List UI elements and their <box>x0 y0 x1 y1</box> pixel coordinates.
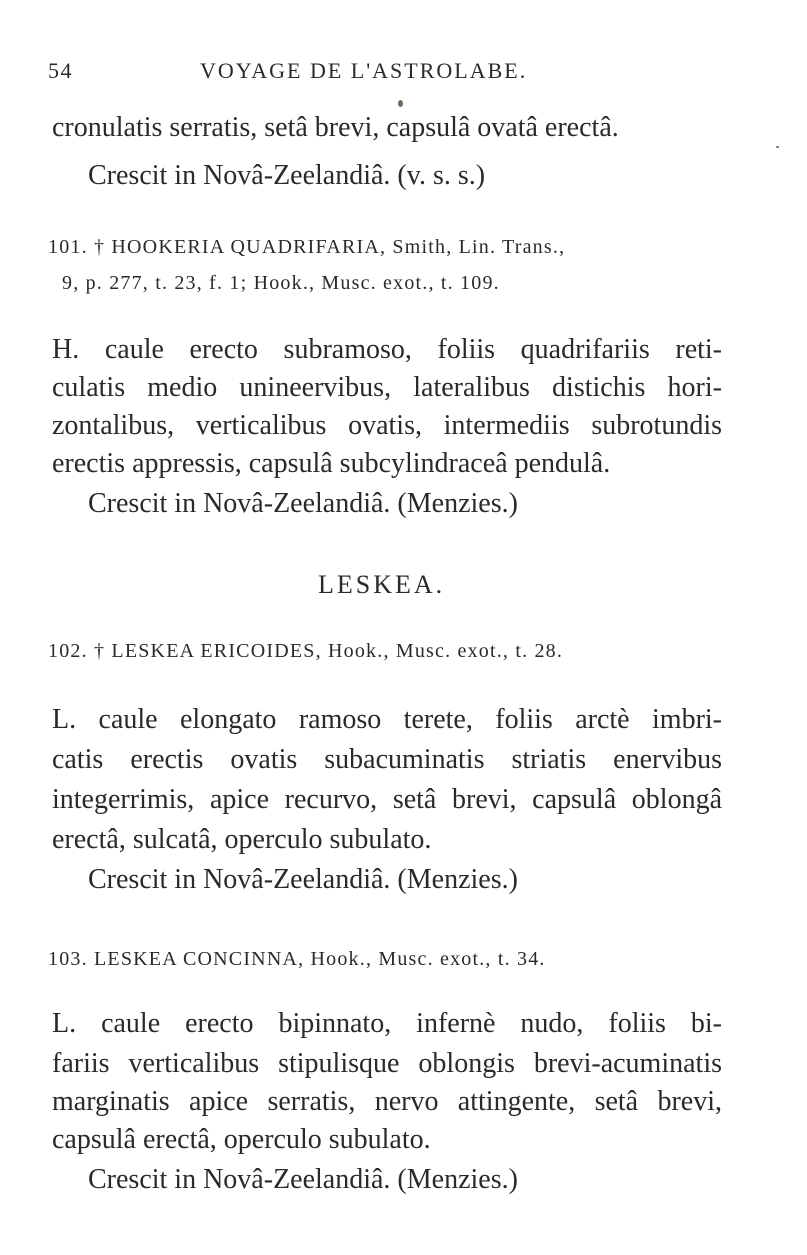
entry-heading: 101. † HOOKERIA QUADRIFARIA, Smith, Lin. Trans., <box>48 236 566 258</box>
page-header <box>48 58 748 88</box>
text-line: cronulatis serratis, setâ brevi, capsulâ ovatâ erectâ. <box>52 112 619 143</box>
entry-heading-continued: 9, p. 277, t. 23, f. 1; Hook., Musc. exot., t. 109. <box>62 272 500 294</box>
habitat-line: Crescit in Novâ-Zeelandiâ. (v. s. s.) <box>88 160 486 191</box>
text-line: integerrimis, apice recurvo, setâ brevi, capsulâ oblongâ <box>52 784 722 815</box>
section-heading: LESKEA. <box>318 570 446 599</box>
text-line: L. caule elongato ramoso terete, foliis arctè imbri- <box>52 704 722 735</box>
text-line: zontalibus, verticalibus ovatis, intermediis subrotundis <box>52 410 722 441</box>
habitat-line: Crescit in Novâ-Zeelandiâ. (Menzies.) <box>88 864 518 895</box>
text-line: L. caule erecto bipinnato, infernè nudo, foliis bi- <box>52 1008 722 1039</box>
ink-speck <box>398 100 403 107</box>
text-line: erectis appressis, capsulâ subcylindraceâ pendulâ. <box>52 448 611 479</box>
entry-heading: 102. † LESKEA ERICOIDES, Hook., Musc. exot., t. 28. <box>48 640 564 662</box>
ink-speck <box>776 146 779 148</box>
entry-heading: 103. LESKEA CONCINNA, Hook., Musc. exot., t. 34. <box>48 948 546 970</box>
running-title: VOYAGE DE L'ASTROLABE. <box>200 58 528 83</box>
text-line: fariis verticalibus stipulisque oblongis brevi-acuminatis <box>52 1048 722 1079</box>
text-line: erectâ, sulcatâ, operculo subulato. <box>52 824 432 855</box>
text-line: marginatis apice serratis, nervo attingente, setâ brevi, <box>52 1086 722 1117</box>
habitat-line: Crescit in Novâ-Zeelandiâ. (Menzies.) <box>88 1164 518 1195</box>
text-line: catis erectis ovatis subacuminatis striatis enervibus <box>52 744 722 775</box>
habitat-line: Crescit in Novâ-Zeelandiâ. (Menzies.) <box>88 488 518 519</box>
text-line: culatis medio unineervibus, lateralibus distichis hori- <box>52 372 722 403</box>
page-number: 54 <box>48 58 73 83</box>
text-line: capsulâ erectâ, operculo subulato. <box>52 1124 431 1155</box>
text-line: H. caule erecto subramoso, foliis quadrifariis reti- <box>52 334 722 365</box>
